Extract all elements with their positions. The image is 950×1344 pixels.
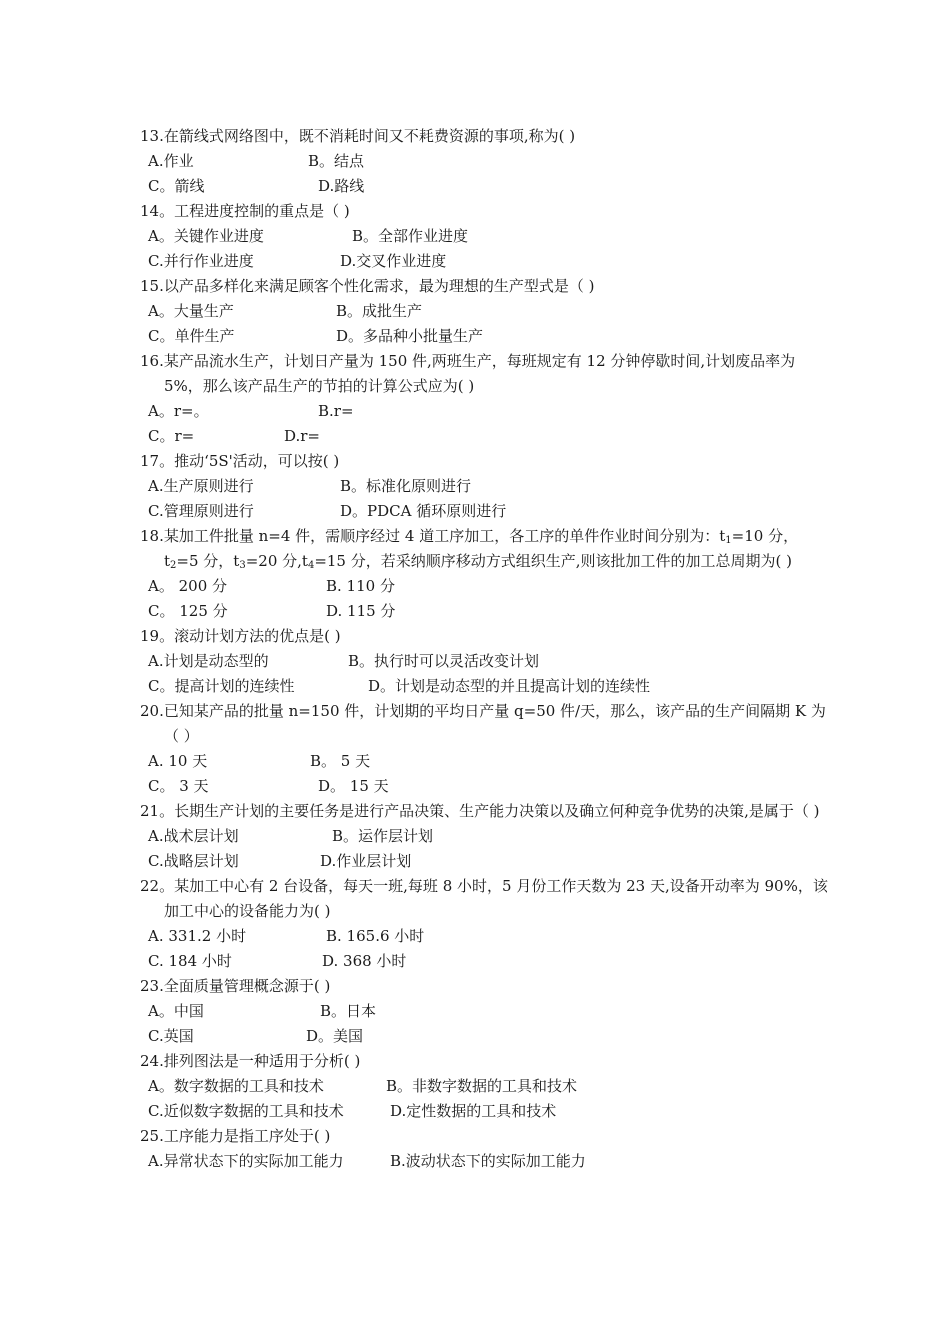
question-17-option-c: C.管理原则进行	[148, 502, 254, 520]
question-23-stem: 23.全面质量管理概念源于( )	[140, 977, 331, 995]
question-23-option-b: B。日本	[320, 1002, 377, 1020]
question-13-stem: 13.在箭线式网络图中，既不消耗时间又不耗费资源的事项,称为( )	[140, 127, 576, 145]
question-20-stem: 20.已知某产品的批量 n=150 件，计划期的平均日产量 q=50 件/天，那么，该产品的生产间隔期 K 为（ ）	[140, 702, 826, 745]
question-20-options-row-2	[140, 774, 830, 799]
question-19-option-b: B。执行时可以灵活改变计划	[348, 652, 540, 670]
question-14-option-a: A。关键作业进度	[148, 227, 264, 245]
question-19-option-d: D。计划是动态型的并且提高计划的连续性	[368, 677, 651, 695]
question-17-option-b: B。标准化原则进行	[340, 477, 472, 495]
question-23-options-row-1	[140, 999, 830, 1024]
question-18-option-c: C。 125 分	[148, 602, 228, 620]
question-19-option-a: A.计划是动态型的	[148, 652, 269, 670]
question-18-option-b: B. 110 分	[326, 577, 395, 595]
question-24-option-a: A。数字数据的工具和技术	[148, 1077, 324, 1095]
question-18-stem-part-3: =5 分，t	[176, 552, 240, 570]
question-20-option-b: B。 5 天	[310, 752, 371, 770]
question-14-stem: 14。工程进度控制的重点是（ )	[140, 202, 350, 220]
question-19-option-c: C。提高计划的连续性	[148, 677, 295, 695]
question-24-options-row-1	[140, 1074, 830, 1099]
question-25-option-a: A.异常状态下的实际加工能力	[148, 1152, 344, 1170]
question-15-option-a: A。大量生产	[148, 302, 234, 320]
question-13-option-a: A.作业	[148, 152, 194, 170]
question-20-option-c: C。 3 天	[148, 777, 209, 795]
subscript-1: 1	[725, 535, 732, 546]
question-15-option-c: C。单件生产	[148, 327, 235, 345]
question-19-options-row-2	[140, 674, 830, 699]
question-17-option-a: A.生产原则进行	[148, 477, 254, 495]
question-24-stem: 24.排列图法是一种适用于分析( )	[140, 1052, 361, 1070]
question-24-options-row-2	[140, 1099, 830, 1124]
question-21-option-a: A.战术层计划	[148, 827, 239, 845]
question-25-options-row-1	[140, 1149, 830, 1174]
question-21-option-b: B。运作层计划	[332, 827, 434, 845]
question-16-stem: 16.某产品流水生产，计划日产量为 150 件,两班生产，每班规定有 12 分钟停歇时间,计划废品率为 5%，那么该产品生产的节拍的计算公式应为( )	[140, 352, 796, 395]
question-18-stem-part-5: =15 分，若采纳顺序移动方式组织生产,则该批加工件的加工总周期为( )	[314, 552, 792, 570]
question-24-option-d: D.定性数据的工具和技术	[390, 1102, 557, 1120]
question-20-options-row-1	[140, 749, 830, 774]
subscript-3: 3	[239, 560, 246, 571]
question-18-option-d: D. 115 分	[326, 602, 396, 620]
question-18-stem	[140, 524, 830, 574]
question-13-option-c: C。箭线	[148, 177, 205, 195]
question-21-option-d: D.作业层计划	[320, 852, 412, 870]
question-14-option-b: B。全部作业进度	[352, 227, 469, 245]
question-18-options-row-2	[140, 599, 830, 624]
question-13-options-row-1	[140, 149, 830, 174]
question-14-option-c: C.并行作业进度	[148, 252, 254, 270]
subscript-2: 2	[170, 560, 177, 571]
question-25-stem: 25.工序能力是指工序处于( )	[140, 1127, 331, 1145]
question-18-option-a: A。 200 分	[148, 577, 227, 595]
question-14-options-row-2	[140, 249, 830, 274]
question-23-option-d: D。美国	[306, 1027, 364, 1045]
question-23-options-row-2	[140, 1024, 830, 1049]
question-16-option-c: C。r=	[148, 427, 195, 445]
question-18-stem-part-2: =10 分，t	[164, 527, 799, 570]
question-17-option-d: D。PDCA 循环原则进行	[340, 502, 507, 520]
question-15-options-row-2	[140, 324, 830, 349]
question-21-options-row-1	[140, 824, 830, 849]
question-15-stem: 15.以产品多样化来满足顾客个性化需求，最为理想的生产型式是（ )	[140, 277, 595, 295]
question-22-option-c: C. 184 小时	[148, 952, 232, 970]
question-13-options-row-2	[140, 174, 830, 199]
question-21-options-row-2	[140, 849, 830, 874]
question-15-option-b: B。成批生产	[336, 302, 423, 320]
question-24-option-c: C.近似数字数据的工具和技术	[148, 1102, 344, 1120]
question-list	[140, 124, 830, 1174]
question-21-stem: 21。长期生产计划的主要任务是进行产品决策、生产能力决策以及确立何种竞争优势的决策,是属于（ )	[140, 802, 820, 820]
question-18-options-row-1	[140, 574, 830, 599]
question-22-stem: 22。某加工中心有 2 台设备，每天一班,每班 8 小时，5 月份工作天数为 23 天,设备开动率为 90%，该加工中心的设备能力为( )	[140, 877, 828, 920]
question-16-option-a: A。r=。	[148, 402, 209, 420]
question-17-stem: 17。推动‘5S'活动，可以按( )	[140, 452, 340, 470]
question-22-option-a: A. 331.2 小时	[148, 927, 247, 945]
question-17-options-row-2	[140, 499, 830, 524]
question-22-options-row-1	[140, 924, 830, 949]
question-13-option-b: B。结点	[308, 152, 365, 170]
question-16-options-row-1	[140, 399, 830, 424]
question-23-option-c: C.英国	[148, 1027, 194, 1045]
question-22-option-d: D. 368 小时	[322, 952, 407, 970]
question-21-option-c: C.战略层计划	[148, 852, 239, 870]
question-23-option-a: A。中国	[148, 1002, 204, 1020]
question-13-option-d: D.路线	[318, 177, 365, 195]
question-22-option-b: B. 165.6 小时	[326, 927, 425, 945]
question-16-option-d: D.r=	[284, 427, 320, 445]
question-19-stem: 19。滚动计划方法的优点是( )	[140, 627, 341, 645]
question-18-stem-part-1: 18.某加工件批量 n=4 件，需顺序经过 4 道工序加工，各工序的单件作业时间分别为：t	[140, 527, 726, 545]
subscript-4: 4	[307, 560, 315, 571]
question-25-option-b: B.波动状态下的实际加工能力	[390, 1152, 586, 1170]
question-16-option-b: B.r=	[318, 402, 354, 420]
question-17-options-row-1	[140, 474, 830, 499]
question-16-options-row-2	[140, 424, 830, 449]
question-19-options-row-1	[140, 649, 830, 674]
question-22-options-row-2	[140, 949, 830, 974]
question-20-option-d: D。 15 天	[318, 777, 389, 795]
question-18-stem-part-4: =20 分,t	[245, 552, 308, 570]
question-14-options-row-1	[140, 224, 830, 249]
question-15-options-row-1	[140, 299, 830, 324]
question-24-option-b: B。非数字数据的工具和技术	[386, 1077, 578, 1095]
question-20-option-a: A. 10 天	[148, 752, 208, 770]
question-15-option-d: D。多品种小批量生产	[336, 327, 484, 345]
question-14-option-d: D.交叉作业进度	[340, 252, 447, 270]
